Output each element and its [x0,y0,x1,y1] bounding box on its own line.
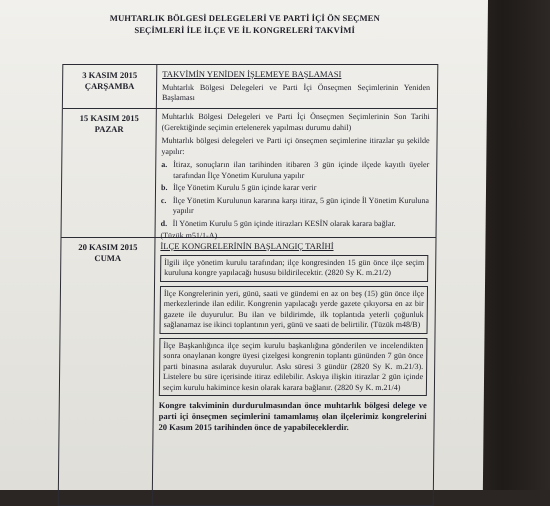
item-text: İl Yönetim Kurulu 5 gün içinde itirazları KESİN olarak karara bağlar. [172,218,396,228]
row-1-content [162,69,430,107]
row-3-date-cell [61,242,154,264]
row-1-day: ÇARŞAMBA [84,81,135,91]
row-3-content [158,241,428,433]
title-line-2: SEÇİMLERİ İLE İLÇE VE İL KONGRELERİ TAKVİMİ [134,25,356,35]
document-title [95,12,395,36]
item-label: c. [160,195,167,205]
item-label: a. [161,160,168,169]
objection-item [161,160,429,181]
item-label: b. [160,183,168,192]
objection-item [161,219,429,230]
row-2-intro-2: Muhtarlık bölgesi delegeleri ve Parti içi önseçmen seçimlerine itirazlar şu şekilde yapılır: [161,136,430,156]
row-2-reference: (Tüzük m51/1-A) [160,231,218,240]
row-1-heading: TAKVİMİN YENİDEN İŞLEMEYE BAŞLAMASI [162,69,342,79]
row-divider [63,108,437,109]
item-text: İlçe Yönetim Kurulunun kararına karşı itiraz, 5 gün içinde İl Yönetim Kuruluna yapılır [172,195,429,215]
item-text: İtiraz, sonuçların ilan tarihinden itibaren 3 gün içinde ilçede kayıtlı üyeler tarafından İlçe Yönetim Kuruluna yapılır [173,160,430,180]
row-3-date: 20 KASIM 2015 [78,242,138,252]
item-label: d. [160,218,168,228]
row-1-text: Muhtarlık Bölgesi Delegeleri ve Parti İçi Önseçmen Seçimlerinin Yeniden Başlaması [161,82,431,102]
row-1-date: 3 KASIM 2015 [82,70,138,80]
row-2-day: PAZAR [94,124,124,134]
objection-item [161,196,429,217]
row-3-bold-note: Kongre takviminin durdurulmasından önce muhtarlık bölgesi delege ve parti içi önseçmen seçimlerini tamamlamış olan ilçelerimiz kongrelerini 20 Kasım 2015 tarihinden önce de yapabileceklerdir. [158,400,427,432]
row-2-content [160,112,429,245]
row-3-heading: İLÇE KONGRELERİNİN BAŞLANGIÇ TARİHİ [160,241,334,251]
row-2-date-cell [63,113,156,135]
calendar-table [58,64,439,506]
title-line-1: MUHTARLIK BÖLGESİ DELEGELERİ VE PARTİ İÇİ ÖN SEÇMEN [109,13,380,23]
notice-box-3: İlçe Başkanlığınca ilçe seçim kurulu başkanlığına gönderilen ve incelendikten sonra onaylanan kongre üyesi çizelgesi kongrenin toplantı gününden 7 gün önce parti binasına asılarak duyurulur. Askı süresi 3 gündür (2820 Sy K. m.21/3). Listelere bu süre içerisinde itiraz edilebilir. Askıya ilişkin itirazlar 2 gün içinde seçim kurulu hakimince kesin olarak karara bağlanır. (2820 Sy K. m.21/4) [159,338,428,397]
row-2-intro: Muhtarlık Bölgesi Delegeleri ve Parti İçi Önseçmen Seçimlerinin Son Tarihi (Gerektiğinde seçimin ertelenerek yapılması durumu dahil) [161,112,430,132]
objection-item [161,183,429,194]
notice-box-1: İlgili ilçe yönetim kurulu tarafından; ilçe kongresinden 15 gün önce ilçe seçim kuruluna kongre yapılacağı hususu bildirilecektir. (2820 Sy K. m.21/2) [160,255,428,282]
row-2-date: 15 KASIM 2015 [79,113,139,123]
row-3-day: CUMA [94,253,122,263]
item-text: İlçe Yönetim Kurulu 5 gün içinde karar verir [172,183,317,192]
row-1-date-cell [63,70,156,92]
notice-box-2: İlçe Kongrelerinin yeri, günü, saati ve gündemi en az on beş (15) gün önce ilçe merkezlerinde ilan edilir. Kongrenin yapılacağı yerde gazete çıkıyorsa en az bir gazete ile duyurulur. Bu ilan ve bildirimde, ilk toplantıda yeterli çoğunluk sağlanamaz ise ikinci toplantının yeri, günü ve saati de belirtilir. (Tüzük m48/B) [160,286,429,334]
